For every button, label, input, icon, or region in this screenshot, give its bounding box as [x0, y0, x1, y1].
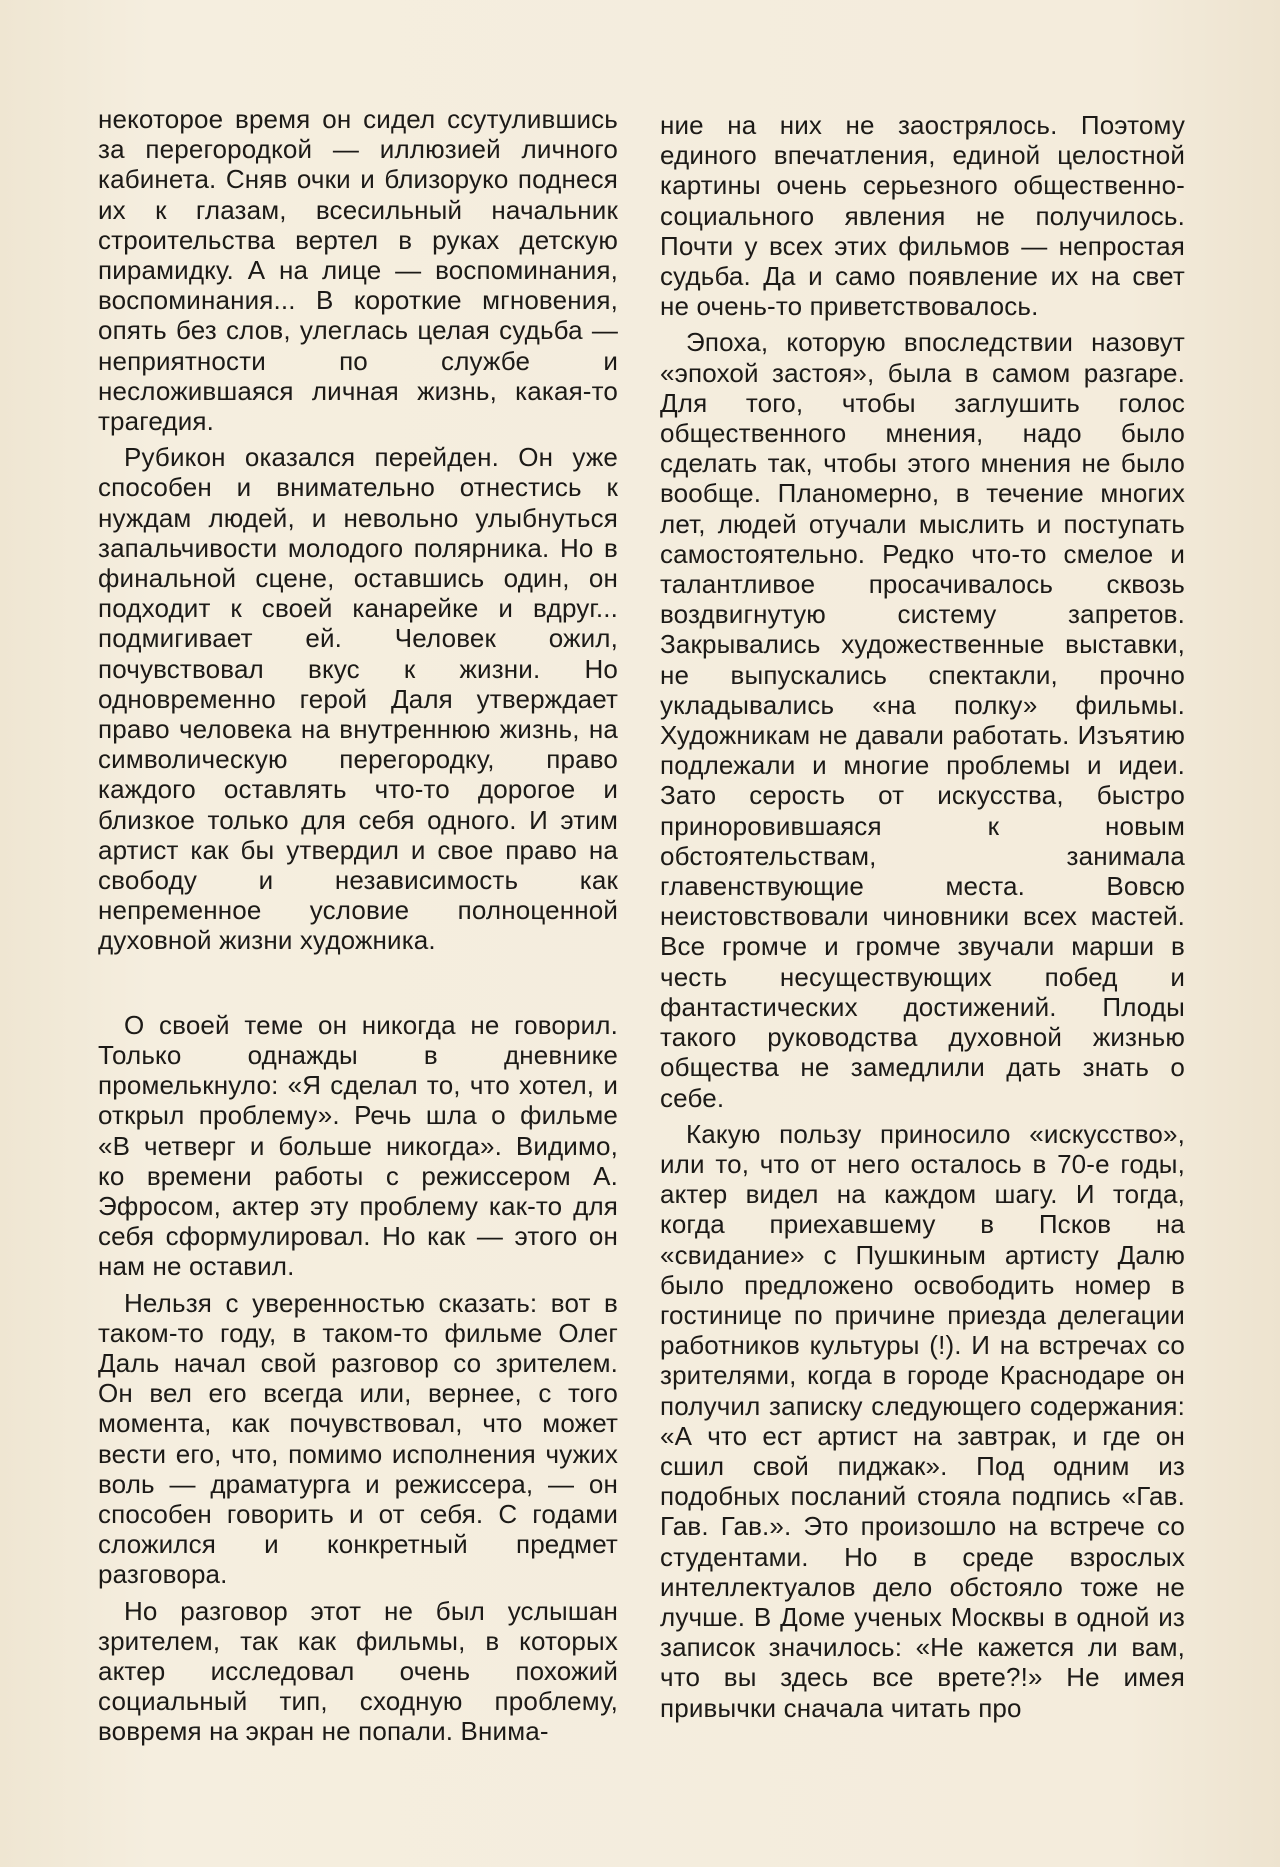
paragraph: О своей теме он никогда не говорил. Только однажды в дневнике промелькнуло: «Я сделал то, что хотел, и открыл проблему». Речь шла о фильме «В четверг и больше никогда». Видимо, ко времени работы с режиссером А. Эфросом, актер эту проблему как-то для себя сформулировал. Но как — этого он нам не оставил.	[98, 1009, 618, 1282]
text-column-left	[98, 104, 618, 1747]
paragraph: Какую пользу приносило «искусство», или то, что от него осталось в 70-е годы, актер видел на каждом шагу. И тогда, когда приехавшему в Псков на «свидание» с Пушкиным артисту Далю было предложено освободить номер в гостинице по причине приезда делегации работников культуры (!). И на встречах со зрителями, когда в городе Краснодаре он получил записку следующего содержания: «А что ест артист на завтрак, и где он сшил свой пиджак». Под одним из подобных посланий стояла подпись «Гав. Гав. Гав.». Это произошло на встрече со студентами. Но в среде взрослых интеллектуалов дело обстояло тоже не лучше. В Доме ученых Москвы в одной из записок значилось: «Не кажется ли вам, что вы здесь все врете?!» Не имея привычки сначала читать про	[660, 1118, 1185, 1723]
paragraph: Но разговор этот не был услышан зрителем, так как фильмы, в которых актер исследовал очень похожий социальный тип, сходную проблему, вовремя на экран не попали. Внима-	[98, 1595, 618, 1747]
text-column-right	[660, 110, 1185, 1723]
paragraph: ние на них не заострялось. Поэтому единого впечатления, единой целостной картины очень серьезного общественно-социального явления не получилось. Почти у всех этих фильмов — непростая судьба. Да и само появление их на свет не очень-то приветствовалось.	[660, 110, 1185, 322]
paragraph: Эпоха, которую впоследствии назовут «эпохой застоя», была в самом разгаре. Для того, чтобы заглушить голос общественного мнения, надо было сделать так, чтобы этого мнения не было вообще. Планомерно, в течение многих лет, людей отучали мыслить и поступать самостоятельно. Редко что-то смелое и талантливое просачивалось сквозь воздвигнутую систему запретов. Закрывались художественные выставки, не выпускались спектакли, прочно укладывались «на полку» фильмы. Художникам не давали работать. Изъятию подлежали и многие проблемы и идеи. Зато серость от искусства, быстро приноровившаяся к новым обстоятельствам, занимала главенствующие места. Вовсю неистовствовали чиновники всех мастей. Все громче и громче звучали марши в честь несуществующих побед и фантастических достижений. Плоды такого руководства духовной жизнью общества не замедлили дать знать о себе.	[660, 327, 1185, 1113]
paragraph: Нельзя с уверенностью сказать: вот в таком-то году, в таком-то фильме Олег Даль начал свой разговор со зрителем. Он вел его всегда или, вернее, с того момента, как почувствовал, что может вести его, что, помимо исполнения чужих воль — драматурга и режиссера, — он способен говорить и от себя. С годами сложился и конкретный предмет разговора.	[98, 1287, 618, 1590]
paragraph: Рубикон оказался перейден. Он уже способен и внимательно отнестись к нуждам людей, и невольно улыбнуться запальчивости молодого полярника. Но в финальной сцене, оставшись один, он подходит к своей канарейке и вдруг... подмигивает ей. Человек ожил, почувствовал вкус к жизни. Но одновременно герой Даля утверждает право человека на внутреннюю жизнь, на символическую перегородку, право каждого оставлять что-то дорогое и близкое только для себя одного. И этим артист как бы утвердил и свое право на свободу и независимость как непременное условие полноценной духовной жизни художника.	[98, 442, 618, 956]
paragraph: некоторое время он сидел ссутулившись за перегородкой — иллюзией личного кабинета. Сняв очки и близоруко поднеся их к глазам, всесильный начальник строительства вертел в руках детскую пирамидку. А на лице — воспоминания, воспоминания... В короткие мгновения, опять без слов, улеглась целая судьба — неприятности по службе и несложившаяся личная жизнь, какая-то трагедия.	[98, 104, 618, 437]
